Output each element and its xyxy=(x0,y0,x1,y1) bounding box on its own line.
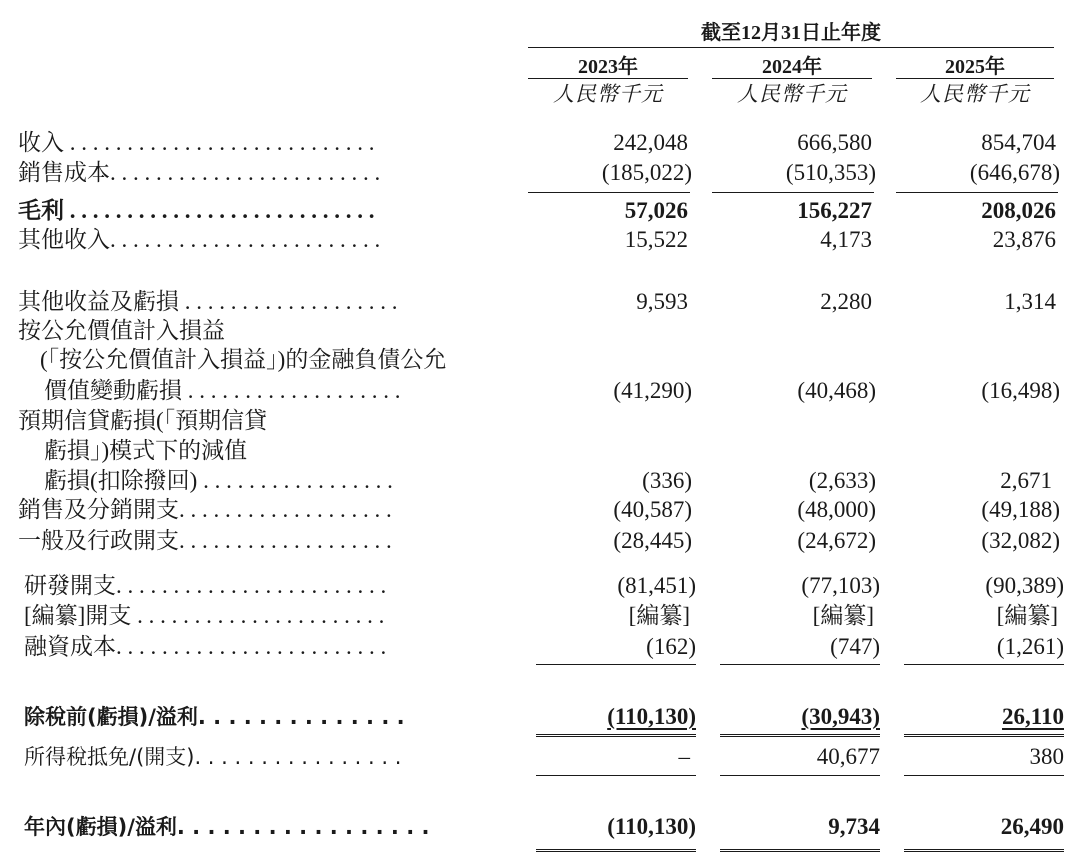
pbt-double-rule-2023 xyxy=(536,734,696,737)
year-2023: 2023年 xyxy=(578,56,638,78)
row-label-fvtpl-line1: 按公允價值計入損益 xyxy=(18,318,225,343)
cell-gross-profit-2023: 57,026 xyxy=(624,198,688,223)
tax-rule-2025 xyxy=(904,775,1064,776)
row-label-finance-costs: 融資成本. . . . . . . . . . . . . . . . . . . . . . . . xyxy=(24,634,387,659)
period-title: 截至12月31日止年度 xyxy=(701,22,881,44)
finance-rule-2024 xyxy=(720,664,880,665)
cell-pbt-2023: (110,130) xyxy=(607,704,696,729)
row-label-ecl-line1: 預期信貸虧損(「預期信貸 xyxy=(18,408,268,433)
cell-ecl-2024: (2,633) xyxy=(808,468,876,493)
header-rule-top xyxy=(528,47,1054,48)
cell-other-gains-2025: 1,314 xyxy=(1004,289,1056,314)
unit-2023: 人民幣千元 xyxy=(553,82,663,106)
finance-rule-2023 xyxy=(536,664,696,665)
pbt-double-rule-2025 xyxy=(904,734,1064,737)
cell-pbt-2025: 26,110 xyxy=(1002,704,1064,729)
cell-net-2024: 9,734 xyxy=(828,814,880,839)
cell-other-income-2023: 15,522 xyxy=(624,227,688,252)
cell-net-2023: (110,130) xyxy=(607,814,696,839)
row-label-selling: 銷售及分銷開支. . . . . . . . . . . . . . . . . . . xyxy=(18,497,392,522)
cell-rnd-2023: (81,451) xyxy=(617,573,696,598)
net-double-rule-2023 xyxy=(536,849,696,852)
cell-redacted-2024: [編纂] xyxy=(812,603,874,628)
tax-rule-2024 xyxy=(720,775,880,776)
cell-tax-2025: 380 xyxy=(1029,744,1064,769)
cell-selling-2025: (49,188) xyxy=(981,497,1060,522)
cell-redacted-2023: [編纂] xyxy=(628,603,690,628)
cell-tax-2023: – xyxy=(678,744,690,769)
subtotal-rule-2023 xyxy=(528,192,690,193)
cell-selling-2024: (48,000) xyxy=(797,497,876,522)
pbt-double-rule-2024 xyxy=(720,734,880,737)
cell-cost-of-sales-2024: (510,353) xyxy=(785,160,876,185)
row-label-redacted: [編纂]開支 . . . . . . . . . . . . . . . . . . . . . . xyxy=(24,603,385,628)
cell-fvtpl-2024: (40,468) xyxy=(797,378,876,403)
cell-revenue-2024: 666,580 xyxy=(797,130,872,155)
cell-finance-costs-2023: (162) xyxy=(646,634,696,659)
cell-net-2025: 26,490 xyxy=(1000,814,1064,839)
cell-other-income-2025: 23,876 xyxy=(992,227,1056,252)
year-2024: 2024年 xyxy=(762,56,822,78)
cell-finance-costs-2025: (1,261) xyxy=(996,634,1064,659)
cell-revenue-2025: 854,704 xyxy=(981,130,1056,155)
row-label-other-income: 其他收入. . . . . . . . . . . . . . . . . . . . . . . . xyxy=(18,227,381,252)
cell-fvtpl-2025: (16,498) xyxy=(981,378,1060,403)
cell-admin-2024: (24,672) xyxy=(797,528,876,553)
cell-rnd-2025: (90,389) xyxy=(985,573,1064,598)
subtotal-rule-2025 xyxy=(896,192,1058,193)
cell-ecl-2023: (336) xyxy=(642,468,692,493)
cell-admin-2025: (32,082) xyxy=(981,528,1060,553)
cell-other-gains-2023: 9,593 xyxy=(636,289,688,314)
cell-fvtpl-2023: (41,290) xyxy=(613,378,692,403)
row-label-gross-profit: 毛利 . . . . . . . . . . . . . . . . . . . . . . . . . . . xyxy=(18,198,375,223)
row-label-ecl-line2: 虧損」)模式下的減值 xyxy=(44,438,248,463)
year-2025: 2025年 xyxy=(945,56,1005,78)
row-label-rnd: 研發開支. . . . . . . . . . . . . . . . . . . . . . . . xyxy=(24,573,387,598)
row-label-other-gains: 其他收益及虧損 . . . . . . . . . . . . . . . . . . . xyxy=(18,289,398,314)
cell-gross-profit-2025: 208,026 xyxy=(981,198,1056,223)
finance-rule-2025 xyxy=(904,664,1064,665)
row-label-pbt: 除稅前(虧損)/溢利. . . . . . . . . . . . . . xyxy=(24,705,405,729)
net-double-rule-2024 xyxy=(720,849,880,852)
row-label-tax: 所得稅抵免/(開支). . . . . . . . . . . . . . . . xyxy=(24,745,402,769)
tax-rule-2023 xyxy=(536,775,696,776)
net-double-rule-2025 xyxy=(904,849,1064,852)
cell-cost-of-sales-2025: (646,678) xyxy=(969,160,1060,185)
cell-ecl-2025: 2,671 xyxy=(1000,468,1052,493)
cell-other-income-2024: 4,173 xyxy=(820,227,872,252)
unit-2024: 人民幣千元 xyxy=(737,82,847,106)
subtotal-rule-2024 xyxy=(712,192,874,193)
cell-rnd-2024: (77,103) xyxy=(801,573,880,598)
cell-finance-costs-2024: (747) xyxy=(830,634,880,659)
cell-pbt-2024: (30,943) xyxy=(801,704,880,729)
cell-tax-2024: 40,677 xyxy=(816,744,880,769)
row-label-net: 年內(虧損)/溢利. . . . . . . . . . . . . . . . . xyxy=(24,815,430,839)
cell-cost-of-sales-2023: (185,022) xyxy=(601,160,692,185)
cell-selling-2023: (40,587) xyxy=(613,497,692,522)
cell-gross-profit-2024: 156,227 xyxy=(797,198,872,223)
row-label-fvtpl-line2: (「按公允價值計入損益」)的金融負債公允 xyxy=(40,347,447,372)
row-label-fvtpl-line3: 價值變動虧損 . . . . . . . . . . . . . . . . . . . xyxy=(44,378,401,403)
cell-redacted-2025: [編纂] xyxy=(996,603,1058,628)
cell-revenue-2023: 242,048 xyxy=(613,130,688,155)
row-label-revenue: 收入 . . . . . . . . . . . . . . . . . . . . . . . . . . . xyxy=(18,130,375,155)
row-label-ecl-line3: 虧損(扣除撥回) . . . . . . . . . . . . . . . . . xyxy=(44,468,393,493)
row-label-admin: 一般及行政開支. . . . . . . . . . . . . . . . . . . xyxy=(18,528,392,553)
cell-other-gains-2024: 2,280 xyxy=(820,289,872,314)
cell-admin-2023: (28,445) xyxy=(613,528,692,553)
row-label-cost-of-sales: 銷售成本. . . . . . . . . . . . . . . . . . . . . . . . xyxy=(18,160,381,185)
unit-2025: 人民幣千元 xyxy=(920,82,1030,106)
